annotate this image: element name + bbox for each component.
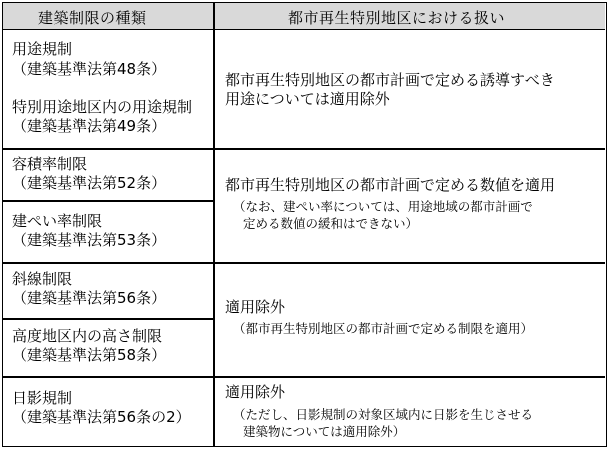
treatment-note: 定める数値の緩和はできない）	[243, 216, 419, 231]
restriction-law: （建築基準法第53条）	[12, 231, 167, 249]
restriction-law: （建築基準法第56条）	[12, 289, 167, 307]
regulation-table	[2, 2, 607, 447]
row-divider	[3, 148, 605, 150]
treatment-text: 適用除外	[225, 383, 286, 401]
restriction-law: （建築基準法第58条）	[12, 346, 167, 364]
treatment-note: 建築物については適用除外）	[243, 424, 406, 439]
treatment-note: （ただし、日影規制の対象区域内に日影を生じさせる	[233, 407, 534, 422]
treatment-text: 都市再生特別地区の都市計画で定める数値を適用	[225, 176, 556, 194]
header-treatment: 都市再生特別地区における扱い	[288, 9, 506, 27]
row-divider	[3, 376, 605, 378]
treatment-note: （都市再生特別地区の都市計画で定める制限を適用）	[233, 321, 534, 336]
treatment-text: 適用除外	[225, 298, 286, 316]
restriction-name: 日影規制	[12, 389, 73, 407]
treatment-text: 用途については適用除外	[225, 90, 390, 108]
sub-row-divider	[3, 200, 213, 202]
table-header	[3, 3, 605, 30]
restriction-name: 斜線制限	[12, 270, 73, 288]
restriction-name: 特別用途地区内の用途規制	[12, 98, 193, 116]
restriction-law: （建築基準法第56条の2）	[12, 408, 191, 426]
restriction-law: （建築基準法第52条）	[12, 174, 167, 192]
restriction-law: （建築基準法第48条）	[12, 60, 167, 78]
restriction-law: （建築基準法第49条）	[12, 117, 167, 135]
treatment-note: （なお、建ぺい率については、用途地域の都市計画で	[233, 199, 533, 214]
restriction-name: 高度地区内の高さ制限	[12, 327, 163, 345]
header-restriction-type: 建築制限の種類	[38, 9, 147, 27]
column-divider	[213, 3, 215, 446]
restriction-name: 用途規制	[12, 40, 73, 58]
treatment-text: 都市再生特別地区の都市計画で定める誘導すべき	[225, 71, 555, 89]
restriction-name: 建ぺい率制限	[12, 212, 103, 230]
row-divider	[3, 262, 605, 264]
restriction-name: 容積率制限	[12, 155, 88, 173]
sub-row-divider	[3, 318, 213, 320]
